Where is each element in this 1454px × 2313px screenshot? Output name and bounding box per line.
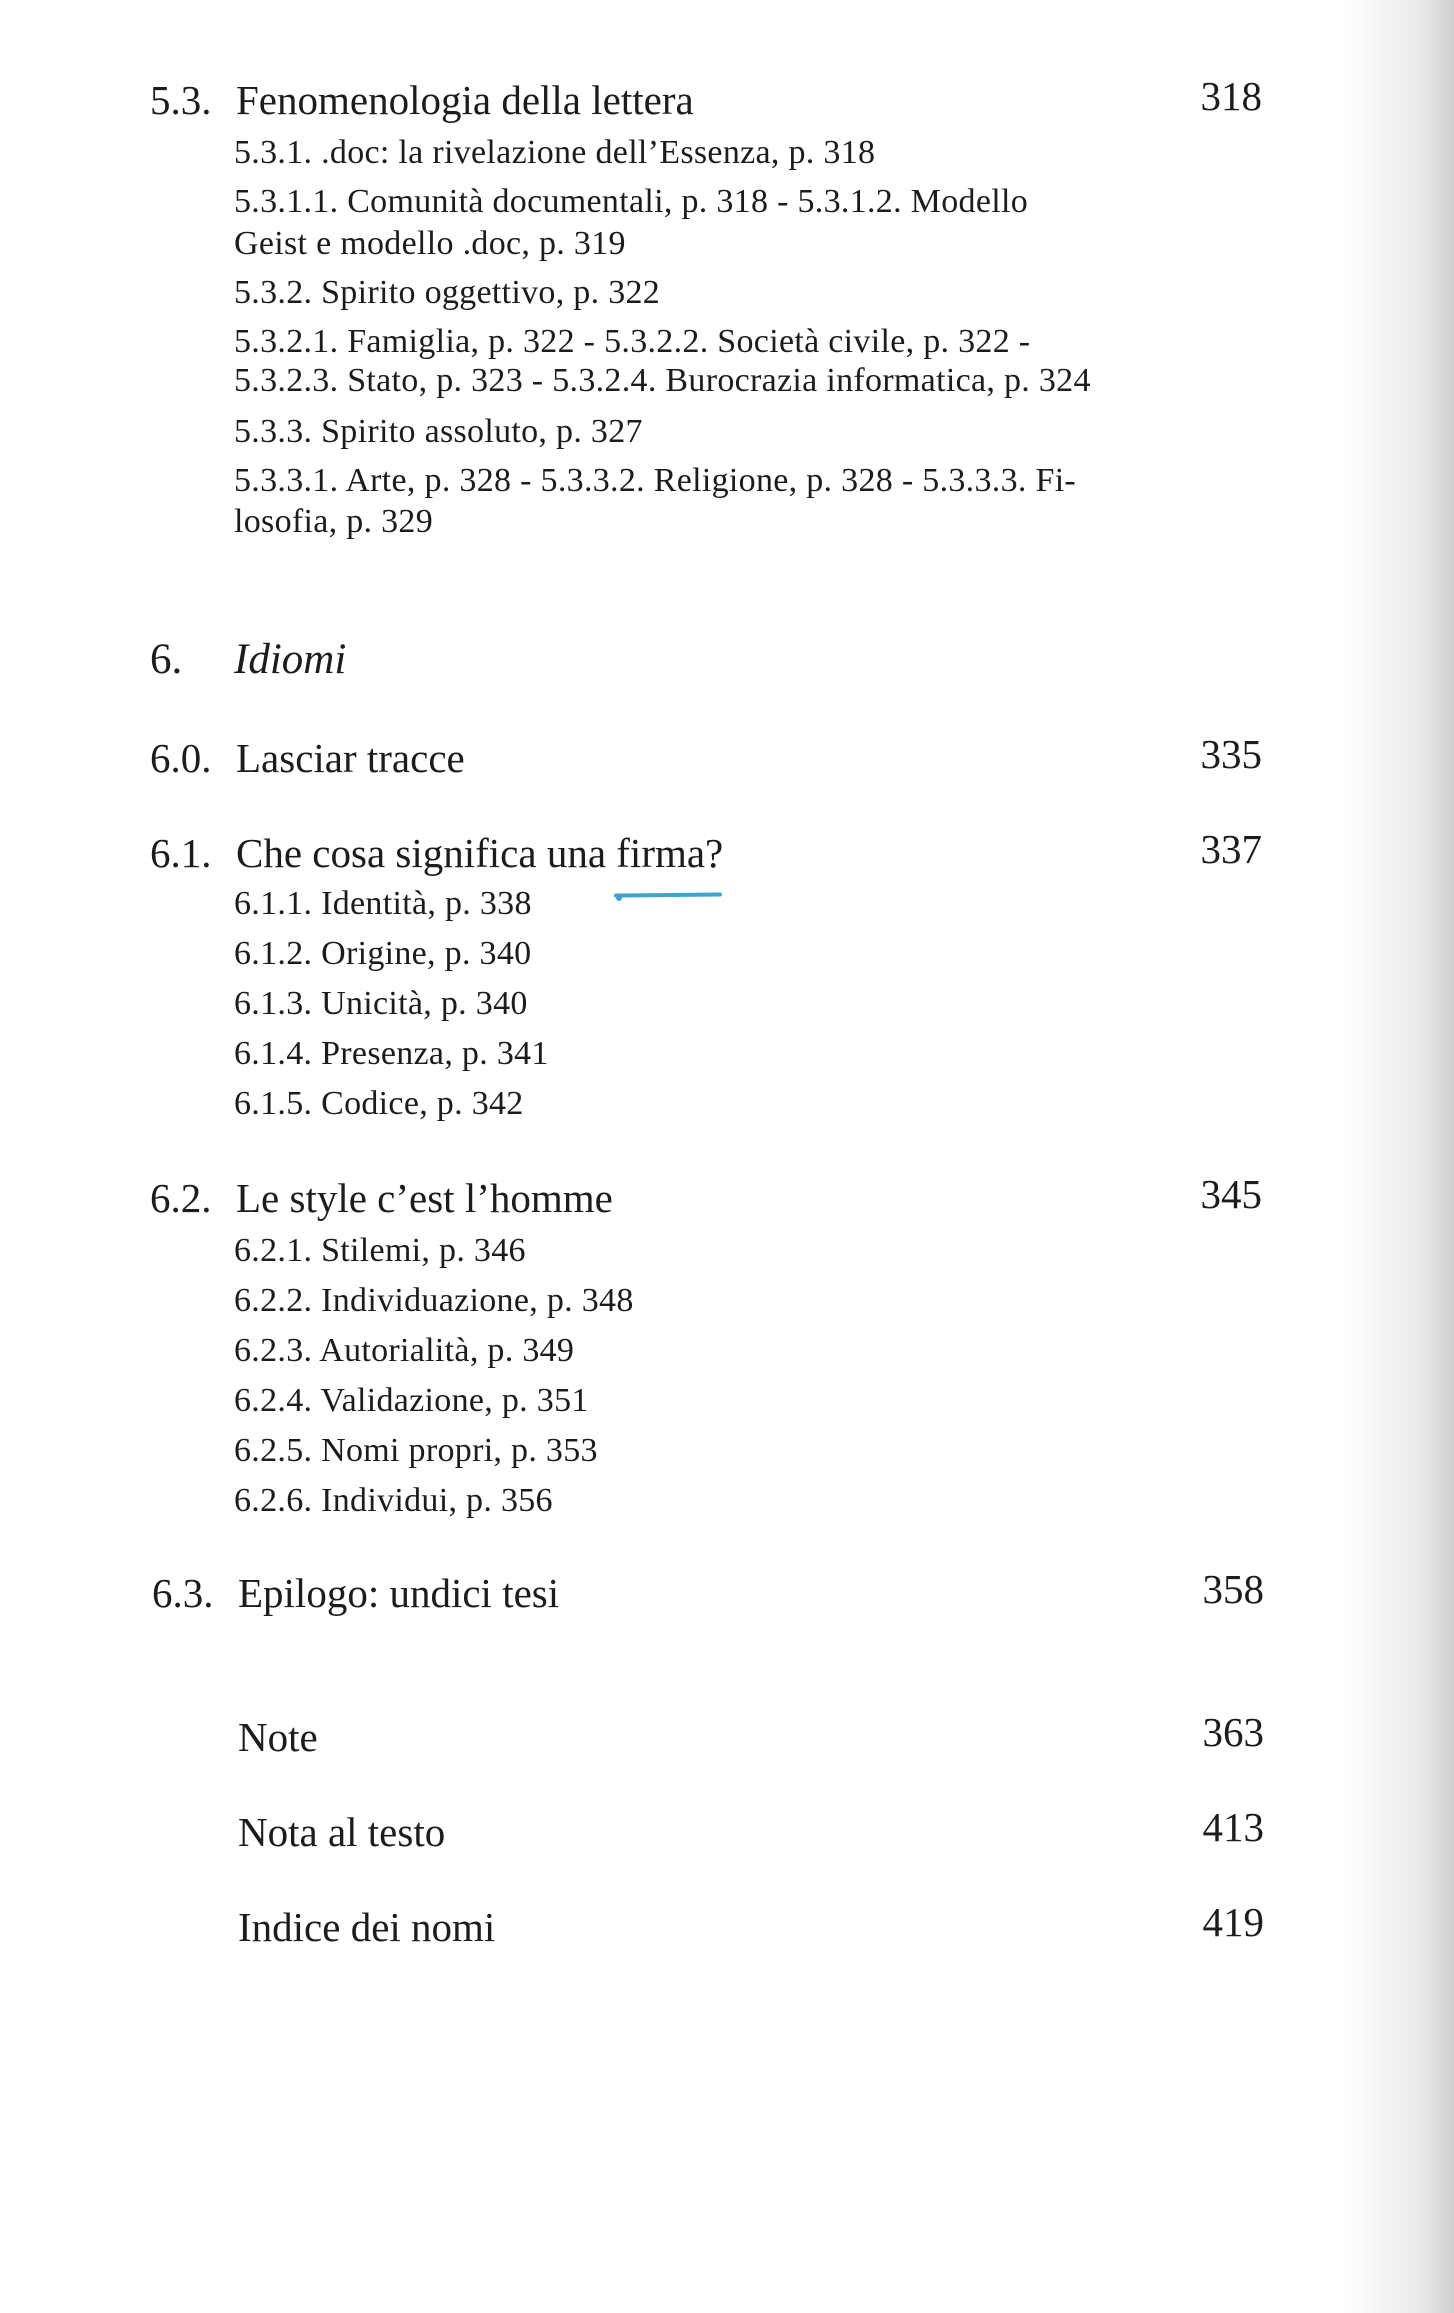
subsection-entry: 6.1.4. Presenza, p. 341 [234,1035,549,1072]
section-title: Fenomenologia della lettera [236,77,694,123]
section-page: 335 [1200,731,1262,777]
section-number: 6.2. [150,1175,212,1221]
backmatter-title: Indice dei nomi [238,1904,496,1950]
chapter-number: 6. [150,636,183,683]
backmatter-title: Note [238,1714,318,1760]
chapter-title: Idiomi [234,636,347,683]
backmatter-page: 413 [1202,1804,1264,1850]
subsection-entry: 6.1.5. Codice, p. 342 [234,1085,524,1122]
section-title: Le style c’est l’homme [236,1175,613,1221]
pen-underline-tick [616,895,622,901]
subsection-entry: 5.3.2.1. Famiglia, p. 322 - 5.3.2.2. Società civile, p. 322 - [234,323,1031,360]
backmatter-page: 419 [1202,1899,1264,1945]
section-title: Epilogo: undici tesi [238,1570,560,1616]
backmatter-title: Nota al testo [238,1809,446,1855]
subsection-entry: 6.2.1. Stilemi, p. 346 [234,1232,526,1269]
page-edge-shadow [1344,0,1454,2313]
section-number: 6.0. [150,735,212,781]
subsection-entry: 6.2.2. Individuazione, p. 348 [234,1282,634,1319]
subsection-entry: 6.1.1. Identità, p. 338 [234,885,532,922]
section-number: 5.3. [150,77,212,123]
subsection-entry: 5.3.2. Spirito oggettivo, p. 322 [234,274,661,311]
section-page: 345 [1200,1171,1262,1217]
section-number: 6.1. [150,830,212,876]
subsection-entry: 5.3.1. .doc: la rivelazione dell’Essenza, p. 318 [234,134,876,171]
section-page: 358 [1202,1566,1264,1612]
subsection-entry: 6.2.6. Individui, p. 356 [234,1482,553,1519]
subsection-entry: losofia, p. 329 [234,503,434,540]
section-number: 6.3. [152,1570,214,1616]
subsection-entry: 6.2.4. Validazione, p. 351 [234,1382,589,1419]
subsection-entry: 5.3.3. Spirito assoluto, p. 327 [234,413,643,450]
subsection-entry: Geist e modello .doc, p. 319 [234,225,626,262]
subsection-entry: 6.1.3. Unicità, p. 340 [234,985,528,1022]
section-title: Lasciar tracce [236,735,465,781]
pen-underline-mark [614,892,722,897]
subsection-entry: 5.3.3.1. Arte, p. 328 - 5.3.3.2. Religione, p. 328 - 5.3.3.3. Fi- [234,462,1077,499]
subsection-entry: 5.3.1.1. Comunità documentali, p. 318 - 5.3.1.2. Modello [234,183,1029,220]
subsection-entry: 6.2.3. Autorialità, p. 349 [234,1332,575,1369]
section-page: 337 [1200,826,1262,872]
subsection-entry: 5.3.2.3. Stato, p. 323 - 5.3.2.4. Burocrazia informatica, p. 324 [234,362,1091,399]
section-page: 318 [1200,73,1262,119]
subsection-entry: 6.2.5. Nomi propri, p. 353 [234,1432,598,1469]
section-title: Che cosa significa una firma? [236,830,724,876]
subsection-entry: 6.1.2. Origine, p. 340 [234,935,532,972]
backmatter-page: 363 [1202,1709,1264,1755]
